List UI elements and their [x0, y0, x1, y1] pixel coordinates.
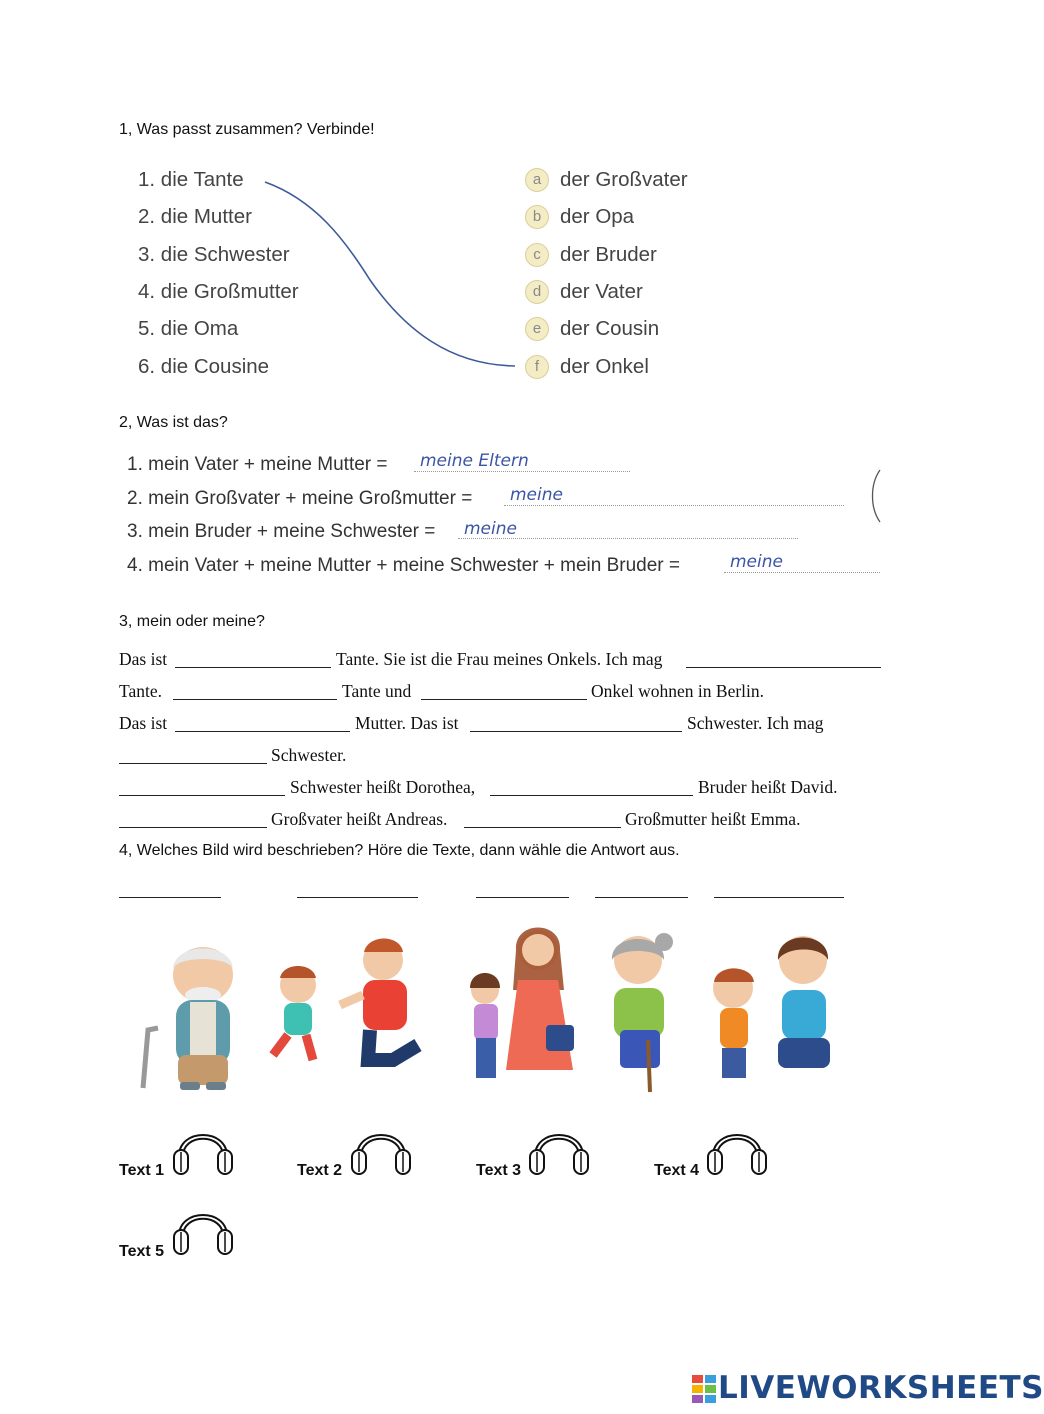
liveworksheets-logo-icon [692, 1375, 716, 1403]
q2-item-2: 2. mein Großvater + meine Großmutter = [127, 488, 473, 509]
q3-blank-5[interactable] [175, 731, 350, 732]
match-letter-d: d [525, 280, 549, 304]
q4-answer-line-2[interactable] [297, 897, 418, 898]
q3-l5-t1: Schwester heißt Dorothea, [290, 777, 476, 797]
q4-answer-line-4[interactable] [595, 897, 688, 898]
q3-l3-t2: Mutter. Das ist [355, 713, 459, 733]
q3-blank-8[interactable] [119, 795, 285, 796]
match-right-b: der Opa [560, 205, 635, 228]
q3-blank-4[interactable] [421, 699, 587, 700]
boy-and-father-illustration [273, 939, 418, 1061]
q2-answer-2: meine [510, 485, 563, 505]
match-left-1: 1. die Tante [138, 168, 244, 191]
headphones-icon[interactable] [348, 1124, 414, 1176]
headphones-icon[interactable] [704, 1124, 770, 1176]
q3-blank-9[interactable] [490, 795, 693, 796]
q2-answer-4: meine [730, 552, 783, 572]
q2-answer-line-1[interactable] [414, 471, 630, 472]
q3-l6-t1: Großvater heißt Andreas. [271, 809, 448, 829]
q3-l3-t3: Schwester. Ich mag [687, 713, 824, 733]
match-right-f: der Onkel [560, 355, 649, 378]
match-left-3: 3. die Schwester [138, 243, 290, 266]
text-label-1: Text 1 [119, 1162, 165, 1179]
match-letter-e: e [525, 317, 549, 341]
match-letter-b: b [525, 205, 549, 229]
bracket-mark [868, 466, 882, 526]
match-letter-f: f [525, 355, 549, 379]
match-left-5: 5. die Oma [138, 317, 239, 340]
match-letter-a: a [525, 168, 549, 192]
q4-answer-line-1[interactable] [119, 897, 221, 898]
q3-blank-11[interactable] [464, 827, 621, 828]
q3-l4-t1: Schwester. [271, 745, 347, 765]
text-label-4: Text 4 [654, 1162, 700, 1179]
text-label-3: Text 3 [476, 1162, 522, 1179]
text-label-2: Text 2 [297, 1162, 343, 1179]
q2-answer-1: meine Eltern [420, 451, 529, 471]
liveworksheets-brand: LIVEWORKSHEETS [718, 1370, 1044, 1406]
q3-l3-t1: Das ist [119, 713, 168, 733]
match-letter-c: c [525, 243, 549, 267]
match-right-d: der Vater [560, 280, 643, 303]
q2-answer-3: meine [464, 519, 517, 539]
q4-answer-line-3[interactable] [476, 897, 569, 898]
boy-and-mother-illustration [713, 936, 830, 1078]
q3-l1-t2: Tante. Sie ist die Frau meines Onkels. Ich mag [336, 649, 663, 669]
headphones-icon[interactable] [170, 1204, 236, 1256]
text-label-5: Text 5 [119, 1243, 165, 1260]
q3-blank-7[interactable] [119, 763, 267, 764]
grandfather-illustration [143, 947, 233, 1090]
q3-blank-2[interactable] [686, 667, 881, 668]
exercise3-heading: 3, mein oder meine? [119, 613, 265, 630]
q2-item-4: 4. mein Vater + meine Mutter + meine Schwester + mein Bruder = [127, 555, 681, 576]
q3-l6-t2: Großmutter heißt Emma. [625, 809, 801, 829]
match-left-4: 4. die Großmutter [138, 280, 299, 303]
family-illustrations [118, 920, 848, 1100]
q3-blank-10[interactable] [119, 827, 267, 828]
exercise2-heading: 2, Was ist das? [119, 414, 228, 431]
mother-and-daughter-illustration [470, 928, 574, 1079]
q3-l2-t3: Onkel wohnen in Berlin. [591, 681, 765, 701]
q3-l5-t2: Bruder heißt David. [698, 777, 838, 797]
q3-l2-t1: Tante. [119, 681, 162, 701]
q3-l1-t1: Das ist [119, 649, 168, 669]
q3-blank-1[interactable] [175, 667, 331, 668]
headphones-icon[interactable] [170, 1124, 236, 1176]
match-right-a: der Großvater [560, 168, 688, 191]
grandmother-illustration [612, 933, 673, 1092]
connection-line [0, 0, 1000, 420]
q3-blank-3[interactable] [173, 699, 337, 700]
q2-item-3: 3. mein Bruder + meine Schwester = [127, 521, 436, 542]
q4-answer-line-5[interactable] [714, 897, 844, 898]
match-left-6: 6. die Cousine [138, 355, 270, 378]
headphones-icon[interactable] [526, 1124, 592, 1176]
q3-l2-t2: Tante und [342, 681, 412, 701]
q2-item-1: 1. mein Vater + meine Mutter = [127, 454, 388, 475]
match-right-c: der Bruder [560, 243, 657, 266]
match-right-e: der Cousin [560, 317, 660, 340]
q2-answer-line-4[interactable] [724, 572, 880, 573]
exercise1-heading: 1, Was passt zusammen? Verbinde! [119, 121, 375, 138]
match-left-2: 2. die Mutter [138, 205, 252, 228]
exercise4-heading: 4, Welches Bild wird beschrieben? Höre die Texte, dann wähle die Antwort aus. [119, 842, 680, 859]
q3-blank-6[interactable] [470, 731, 682, 732]
q2-answer-line-2[interactable] [504, 505, 844, 506]
